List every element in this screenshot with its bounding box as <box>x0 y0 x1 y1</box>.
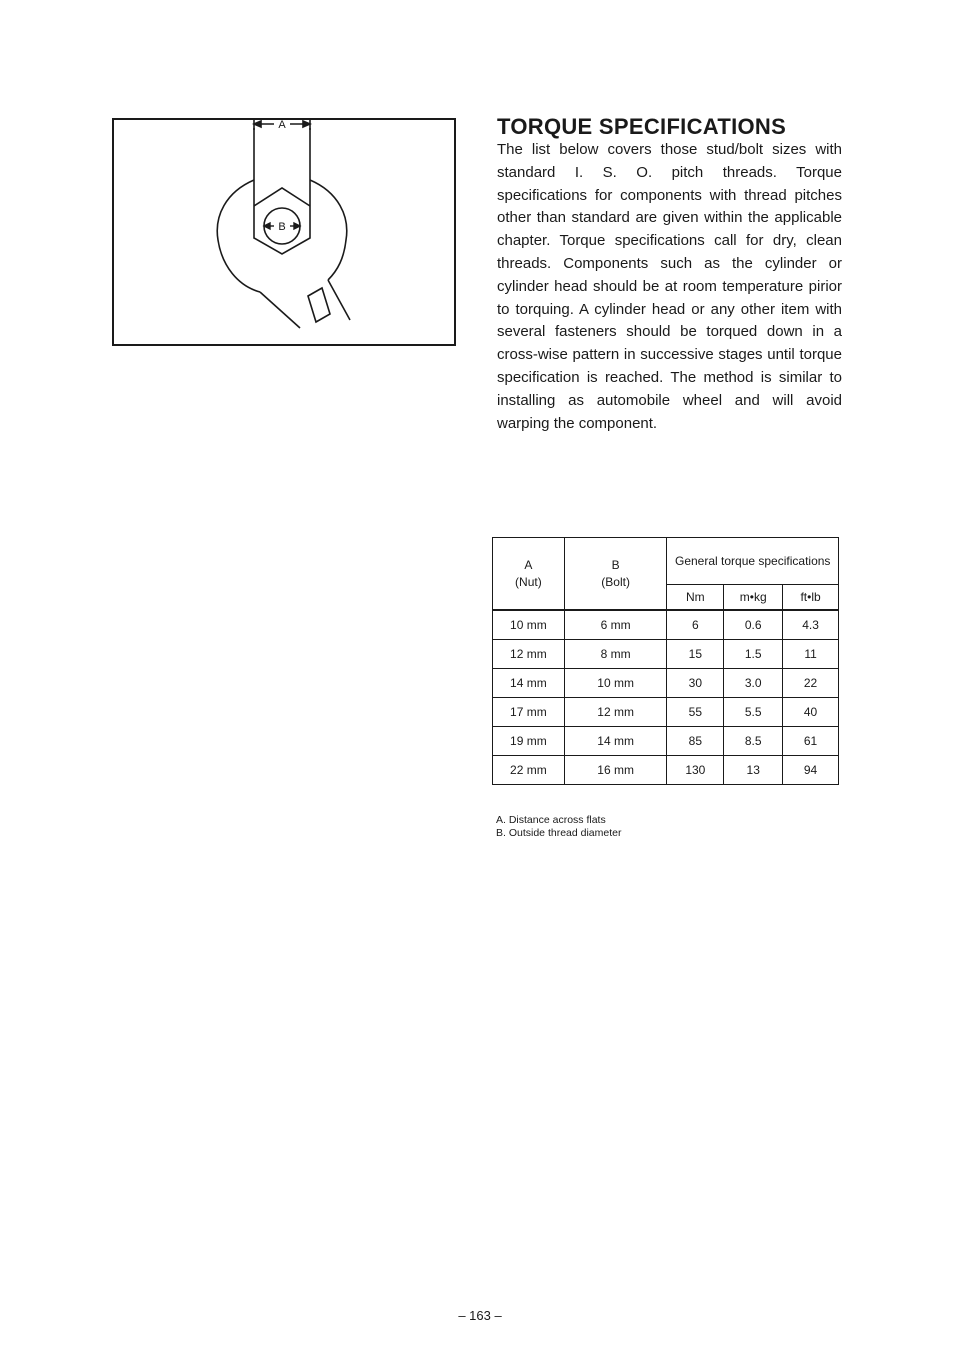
page-number: – 163 – <box>458 1308 502 1323</box>
cell-nut: 17 mm <box>493 698 565 727</box>
cell-nut: 12 mm <box>493 640 565 669</box>
cell-mkg: 1.5 <box>724 640 783 669</box>
cell-nut: 19 mm <box>493 727 565 756</box>
cell-bolt: 12 mm <box>564 698 667 727</box>
torque-table <box>492 537 839 785</box>
cell-mkg: 5.5 <box>724 698 783 727</box>
cell-nut: 22 mm <box>493 756 565 785</box>
cell-bolt: 14 mm <box>564 727 667 756</box>
column-a-label: A <box>524 557 533 572</box>
cell-ftlb: 61 <box>783 727 839 756</box>
column-header-general-torque: General torque specifications <box>667 538 839 585</box>
table-row <box>493 640 839 669</box>
figure-notes <box>496 814 621 840</box>
note-a: A. Distance across flats <box>496 814 606 826</box>
cell-mkg: 3.0 <box>724 669 783 698</box>
column-header-nut <box>493 538 565 611</box>
column-header-bolt <box>564 538 667 611</box>
column-b-label: B <box>611 557 620 572</box>
table-row <box>493 698 839 727</box>
table-row <box>493 669 839 698</box>
cell-bolt: 6 mm <box>564 610 667 640</box>
label-b: B <box>278 221 286 233</box>
wrench-nut-illustration <box>114 120 454 344</box>
cell-nut: 10 mm <box>493 610 565 640</box>
cell-nm: 85 <box>667 727 724 756</box>
cell-nm: 6 <box>667 610 724 640</box>
cell-bolt: 10 mm <box>564 669 667 698</box>
table-row <box>493 756 839 785</box>
label-a: A <box>278 120 286 131</box>
cell-ftlb: 11 <box>783 640 839 669</box>
column-b-sub: (Bolt) <box>601 574 630 589</box>
cell-nm: 30 <box>667 669 724 698</box>
cell-mkg: 8.5 <box>724 727 783 756</box>
unit-header-nm: Nm <box>667 585 724 611</box>
unit-header-mkg: m•kg <box>724 585 783 611</box>
table-row <box>493 610 839 640</box>
page-title: TORQUE SPECIFICATIONS <box>497 114 787 139</box>
table-header-row <box>493 538 839 585</box>
body-paragraph: The list below covers those stud/bolt sizes with standard I. S. O. pitch threads. Torque specifications for components with thread pitches other than standard are given within the applicable chapter. Torque specifications call for dry, clean threads. Components such as the cylinder or cylinder head should be at room temperature pirior to torquing. A cylinder head or any other item with several fasteners should be torqued down in a cross-wise pattern in successive stages until torque specification is reached. The method is similar to installing as automobile wheel and will avoid warping the component. <box>497 141 842 432</box>
cell-bolt: 8 mm <box>564 640 667 669</box>
column-a-sub: (Nut) <box>515 574 542 589</box>
wrench-diagram <box>112 118 456 346</box>
table-row <box>493 727 839 756</box>
cell-nut: 14 mm <box>493 669 565 698</box>
note-b: B. Outside thread diameter <box>496 827 622 839</box>
cell-nm: 15 <box>667 640 724 669</box>
cell-mkg: 0.6 <box>724 610 783 640</box>
cell-nm: 130 <box>667 756 724 785</box>
cell-mkg: 13 <box>724 756 783 785</box>
cell-nm: 55 <box>667 698 724 727</box>
cell-ftlb: 40 <box>783 698 839 727</box>
cell-ftlb: 94 <box>783 756 839 785</box>
cell-ftlb: 4.3 <box>783 610 839 640</box>
cell-bolt: 16 mm <box>564 756 667 785</box>
unit-header-ftlb: ft•lb <box>783 585 839 611</box>
cell-ftlb: 22 <box>783 669 839 698</box>
